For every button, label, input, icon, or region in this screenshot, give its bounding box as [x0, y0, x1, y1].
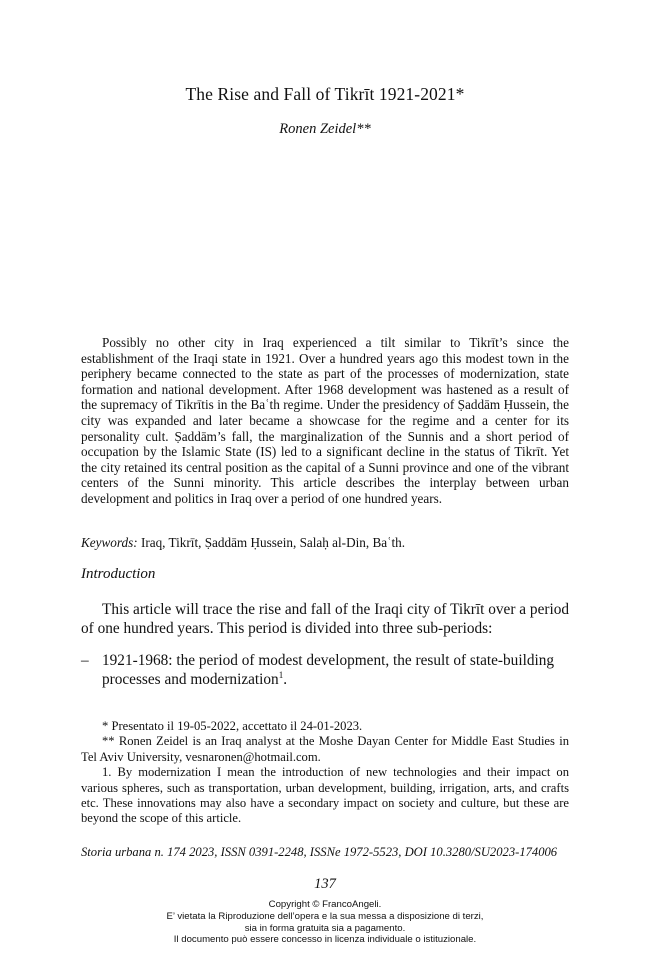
introduction-paragraph: This article will trace the rise and fall of the Iraqi city of Tikrīt over a period of one hundred years. This period is divided into three sub-periods:: [81, 601, 569, 637]
keywords-label: Keywords:: [81, 535, 138, 550]
copyright-notice: [0, 899, 650, 946]
list-item-text: 1921-1968: the period of modest development, the result of state-building processes and modernization: [102, 652, 555, 688]
footnote-author: ** Ronen Zeidel is an Iraq analyst at the Moshe Dayan Center for Middle East Studies in Tel Aviv University, vesnaronen@hotmail.com.: [81, 734, 569, 764]
list-dash: –: [81, 652, 89, 669]
journal-citation: Storia urbana n. 174 2023, ISSN 0391-2248, ISSNe 1972-5523, DOI 10.3280/SU2023-174006: [81, 845, 558, 859]
footnote-marker[interactable]: 1: [278, 669, 284, 680]
list-item: [81, 652, 569, 689]
copyright-line: Copyright © FrancoAngeli.: [268, 899, 382, 910]
list-item-end: .: [283, 670, 288, 688]
keywords-line: [81, 535, 569, 551]
copyright-line: Il documento può essere concesso in licenza individuale o istituzionale.: [173, 934, 477, 946]
section-heading-introduction: Introduction: [81, 566, 156, 582]
sub-period-list: [81, 652, 569, 689]
footnote-1: 1. By modernization I mean the introduction of new technologies and their impact on various spheres, such as transportation, urban development, building, irrigation, arts, and crafts etc. These innovations may also have a secondary impact on society and culture, but these are beyond the scope of this article.: [81, 765, 569, 826]
article-author: Ronen Zeidel**: [279, 121, 371, 137]
footnote-submission: * Presentato il 19-05-2022, accettato il 24-01-2023.: [102, 719, 363, 733]
page-number: 137: [314, 876, 336, 892]
copyright-line: E’ vietata la Riproduzione dell’opera e la sua messa a disposizione di terzi,: [166, 910, 484, 922]
keywords-text: Iraq, Tikrīt, Ṣaddām Ḥussein, Salaḥ al-Din, Baʿth.: [137, 535, 406, 550]
copyright-line: sia in forma gratuita sia a pagamento.: [244, 922, 406, 934]
footnotes-block: [81, 719, 569, 827]
abstract-paragraph: Possibly no other city in Iraq experienced a tilt similar to Tikrīt’s since the establishment of the Iraqi state in 1921. Over a hundred years ago this modest town in the periphery became connected to the state as part of the processes of modernization, state formation and national development. After 1968 development was hastened as a result of the supremacy of Tikrītis in the Baʿth regime. Under the presidency of Ṣaddām Ḥussein, the city was expanded and later became a showcase for the regime and a center for its personality cult. Ṣaddām’s fall, the marginalization of the Sunnis and a short period of occupation by the Islamic State (IS) led to a significant decline in the status of Tikrīt. Yet the city retained its central position as the capital of a Sunni province and one of the vibrant centers of the Sunni minority. This article describes the interplay between urban development and politics in Iraq over a period of one hundred years.: [81, 335, 569, 506]
article-title: The Rise and Fall of Tikrīt 1921-2021*: [185, 84, 465, 104]
